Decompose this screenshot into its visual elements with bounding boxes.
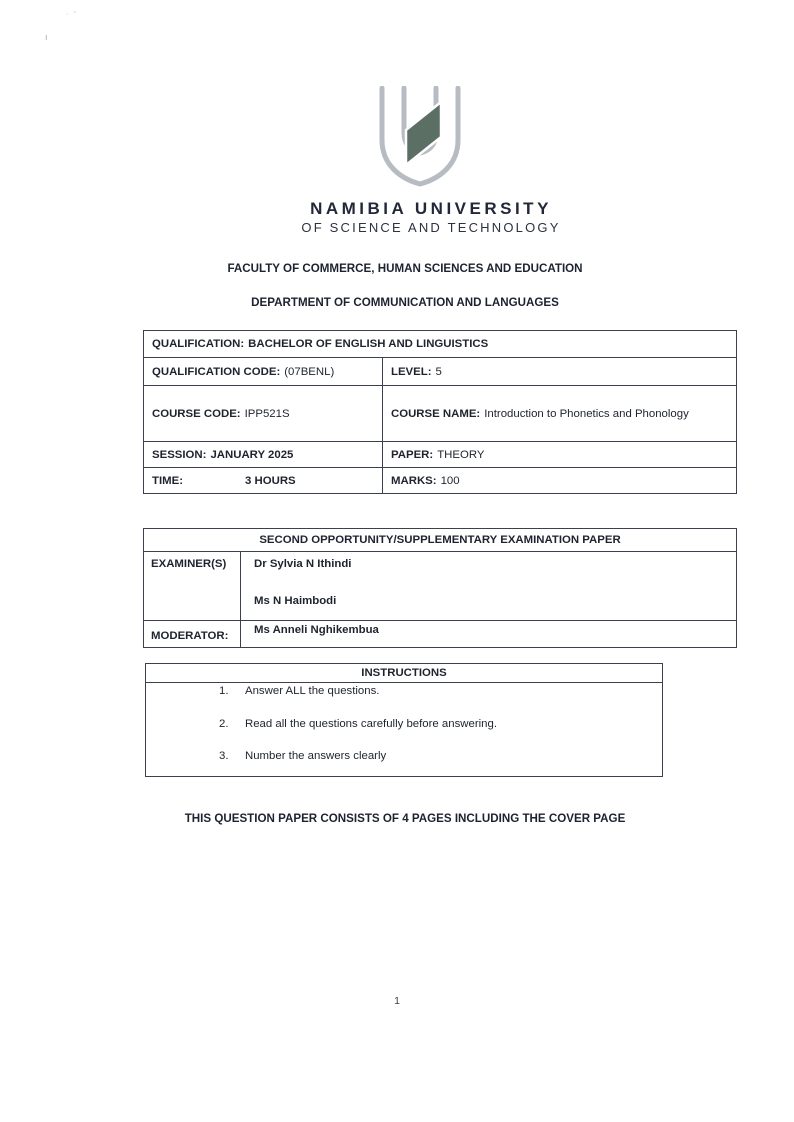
instruction-item [219, 685, 379, 697]
level-label: LEVEL: [391, 365, 432, 378]
examiner-table [143, 528, 737, 648]
table-row-moderator [144, 621, 736, 647]
instruction-number: 2. [219, 718, 229, 730]
paper-label: PAPER: [391, 448, 434, 461]
nust-logo [373, 86, 467, 187]
course-name-label: COURSE NAME: [391, 407, 481, 420]
qualification-code-label: QUALIFICATION CODE: [152, 365, 281, 378]
course-code-label: COURSE CODE: [152, 407, 241, 420]
page-number: 1 [394, 995, 400, 1007]
marks-label: MARKS: [391, 474, 437, 487]
pages-note: THIS QUESTION PAPER CONSISTS OF 4 PAGES INCLUDING THE COVER PAGE [184, 812, 626, 825]
instruction-text: Read all the questions carefully before answering. [245, 718, 498, 730]
shield-logo-icon [373, 86, 467, 187]
qualification-code-value: (07BENL) [284, 365, 335, 378]
qualification-value: BACHELOR OF ENGLISH AND LINGUISTICS [248, 338, 489, 350]
instructions-box [145, 663, 663, 777]
university-tagline: OF SCIENCE AND TECHNOLOGY [301, 220, 561, 235]
table-row-qualification [144, 331, 736, 357]
course-code-value: IPP521S [244, 407, 290, 420]
instruction-text: Number the answers clearly [245, 750, 387, 762]
table-row-course [144, 385, 736, 441]
university-name: NAMIBIA UNIVERSITY [310, 199, 552, 218]
time-value: 3 HOURS [245, 474, 296, 487]
instruction-number: 3. [219, 750, 229, 762]
session-value: JANUARY 2025 [210, 448, 294, 461]
exam-paper-title: SECOND OPPORTUNITY/SUPPLEMENTARY EXAMINATION PAPER [144, 529, 736, 552]
course-name-value: Introduction to Phonetics and Phonology [484, 407, 689, 420]
level-value: 5 [435, 365, 442, 378]
department-heading: DEPARTMENT OF COMMUNICATION AND LANGUAGES [251, 296, 559, 309]
table-row-time-marks [144, 467, 736, 493]
instruction-text: Answer ALL the questions. [245, 685, 380, 697]
faculty-heading: FACULTY OF COMMERCE, HUMAN SCIENCES AND EDUCATION [227, 262, 583, 275]
table-row-session-paper [144, 441, 736, 467]
examiner-name-1: Dr Sylvia N Ithindi [254, 558, 352, 570]
time-label: TIME: [152, 474, 184, 487]
marks-value: 100 [440, 474, 460, 487]
instructions-title: INSTRUCTIONS [146, 664, 662, 683]
table-row-code-level [144, 357, 736, 385]
scan-artifact-top: · ' [66, 11, 78, 18]
moderator-name: Ms Anneli Nghikembua [254, 624, 379, 636]
session-label: SESSION: [152, 448, 207, 461]
paper-value: THEORY [437, 448, 485, 461]
examiner-name-2: Ms N Haimbodi [254, 595, 337, 607]
scan-artifact-left: ı [45, 32, 48, 42]
instruction-item [219, 750, 386, 762]
course-details-table [143, 330, 737, 494]
examiner-label: EXAMINER(S) [144, 552, 241, 620]
table-row-examiners [144, 552, 736, 621]
moderator-label: MODERATOR: [144, 621, 241, 647]
qualification-label: QUALIFICATION: [152, 338, 245, 350]
instruction-item [219, 718, 497, 730]
instruction-number: 1. [219, 685, 229, 697]
